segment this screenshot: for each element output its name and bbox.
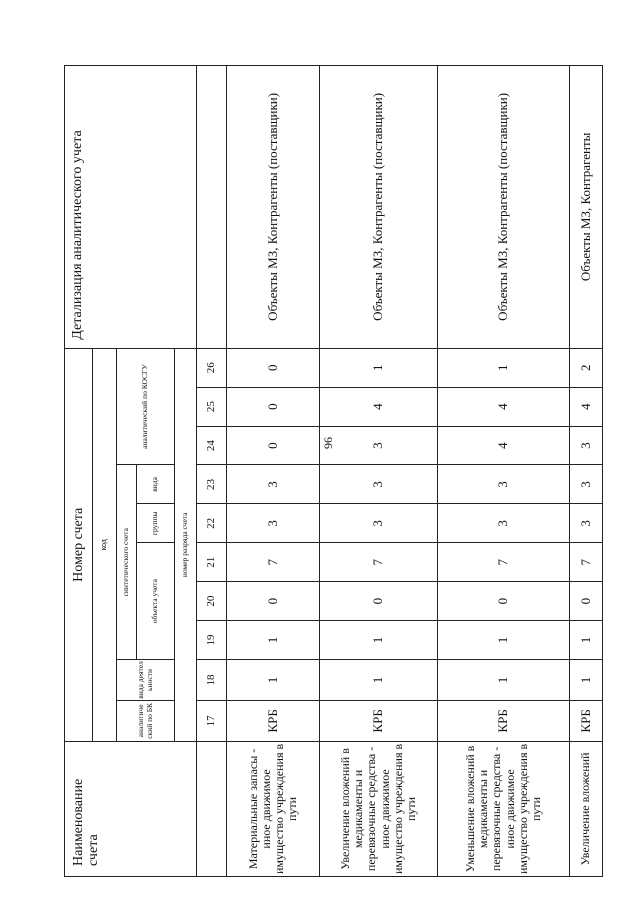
kosgu-header: аналитический по КОСГУ	[117, 348, 175, 465]
digit-number-cell: 25	[197, 387, 227, 426]
digit-number-cell: 26	[197, 348, 227, 387]
digit-cell: 0	[570, 582, 603, 621]
digit-cell: 4	[570, 387, 603, 426]
digit-cell: 1	[320, 659, 438, 700]
digit-cell: 1	[227, 621, 320, 660]
table-row	[570, 66, 603, 877]
digit-number-cell: 22	[197, 504, 227, 543]
table-row	[227, 66, 320, 877]
detail-cell: Объекты МЗ, Контрагенты (поставщики)	[320, 66, 438, 349]
account-number-header: Номер счета	[65, 348, 93, 741]
table-row	[438, 66, 570, 877]
digit-number-cell: 19	[197, 621, 227, 660]
digit-cell: 1	[320, 621, 438, 660]
table-row	[320, 66, 438, 877]
digit-number-cell: 20	[197, 582, 227, 621]
digit-cell: 7	[570, 543, 603, 582]
object-header: объекта учета	[137, 543, 175, 660]
digit-cell: КРБ	[227, 700, 320, 741]
digit-cell: 0	[227, 426, 320, 465]
digit-cell: 0	[227, 348, 320, 387]
detail-cell: Объекты МЗ, Контрагенты (поставщики)	[438, 66, 570, 349]
digit-cell: 3	[570, 504, 603, 543]
digit-cell: 1	[438, 621, 570, 660]
detail-cell: Объекты МЗ, Контрагенты	[570, 66, 603, 349]
activity-type-header: вида деятел ьности	[117, 659, 175, 700]
digit-cell: 1	[320, 348, 438, 387]
code-header: код	[93, 348, 117, 741]
digit-cell: КРБ	[438, 700, 570, 741]
account-name-header: Наименование счета	[65, 741, 197, 876]
digit-cell: 2	[570, 348, 603, 387]
digit-number-spacer	[197, 66, 227, 349]
detail-header: Детализация аналитического учета	[65, 66, 197, 349]
digit-cell: 4	[438, 426, 570, 465]
digit-number-cell: 17	[197, 700, 227, 741]
digit-cell: 4	[438, 387, 570, 426]
digit-cell: 3	[227, 465, 320, 504]
digit-cell: 4	[320, 387, 438, 426]
digit-cell: 1	[227, 659, 320, 700]
account-name-cell: Увеличение вложений в медикаменты и перевязочные средства - иное движимое имущество учреждения в пути	[320, 741, 438, 876]
digit-cell: 3	[438, 504, 570, 543]
header-row-1	[65, 66, 93, 877]
digit-cell: 1	[438, 348, 570, 387]
digit-number-cell: 24	[197, 426, 227, 465]
digit-cell: 1	[438, 659, 570, 700]
page-number: 96	[321, 437, 335, 449]
account-name-cell: Увеличение вложений	[570, 741, 603, 876]
digit-cell: 1	[570, 659, 603, 700]
kind-header: вида	[137, 465, 175, 504]
digit-number-cell: 21	[197, 543, 227, 582]
digit-number-cell: 23	[197, 465, 227, 504]
digit-cell: 3	[570, 426, 603, 465]
group-header: группы	[137, 504, 175, 543]
accounts-table	[64, 65, 603, 877]
account-name-cell: Уменьшение вложений в медикаменты и перевязочные средства - иное движимое имущество учреждения в пути	[438, 741, 570, 876]
synthetic-account-header: синтетического счета	[117, 465, 137, 659]
digit-cell: 3	[438, 465, 570, 504]
digit-cell: КРБ	[570, 700, 603, 741]
digit-cell: 0	[438, 582, 570, 621]
digit-number-row	[197, 66, 227, 877]
digit-number-header: номер разряда счета	[175, 348, 197, 741]
digit-cell: 3	[227, 504, 320, 543]
digit-cell: 3	[570, 465, 603, 504]
digit-cell: КРБ	[320, 700, 438, 741]
digit-cell: 3	[320, 465, 438, 504]
digit-cell: 7	[320, 543, 438, 582]
digit-cell: 3	[320, 426, 438, 465]
digit-cell: 7	[227, 543, 320, 582]
account-name-cell: Материальные запасы - иное движимое имущество учреждения в пути	[227, 741, 320, 876]
detail-cell: Объекты МЗ, Контрагенты (поставщики)	[227, 66, 320, 349]
digit-cell: 3	[320, 504, 438, 543]
rotated-table-container	[64, 65, 602, 877]
digit-cell: 0	[227, 582, 320, 621]
digit-cell: 7	[438, 543, 570, 582]
digit-cell: 1	[570, 621, 603, 660]
digit-number-spacer	[197, 741, 227, 876]
digit-number-cell: 18	[197, 659, 227, 700]
analytic-bk-header: аналитиче ский по БК	[117, 700, 175, 741]
digit-cell: 0	[320, 582, 438, 621]
digit-cell: 0	[227, 387, 320, 426]
